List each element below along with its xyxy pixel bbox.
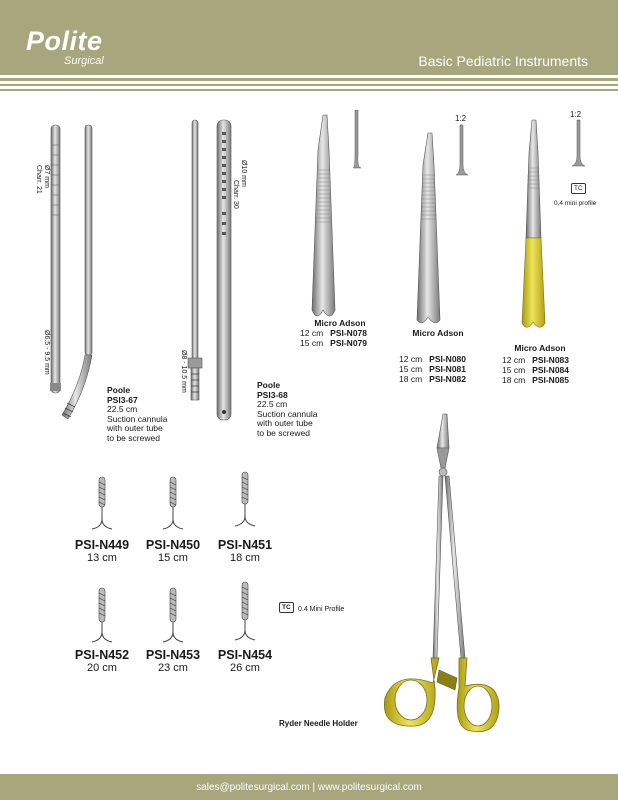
adson3-size-1: 12 cm	[502, 355, 526, 365]
poole1-length: 22.5 cm	[107, 404, 138, 415]
tip-code-5: PSI-N453	[145, 648, 201, 662]
table-row	[300, 338, 370, 348]
table-row	[502, 375, 572, 385]
tip-length-3: 18 cm	[230, 552, 260, 564]
poole2-dim-top: Ø10 mm	[240, 160, 247, 187]
adson3-table	[502, 355, 572, 385]
poole2-length: 22.5 cm	[257, 399, 288, 410]
poole2-code: PSI3-68	[257, 389, 288, 400]
tip-length-4: 20 cm	[87, 662, 117, 674]
poole1-desc-2: with outer tube	[107, 423, 163, 434]
tip-image-3	[230, 470, 260, 530]
poole2-desc-1: Suction cannula	[257, 408, 318, 419]
tip-length-1: 13 cm	[87, 552, 117, 564]
page-title: Basic Pediatric Instruments	[418, 53, 588, 69]
adson3-code-3: PSI-N085	[532, 375, 570, 385]
poole1-dim-top: Ø7 mm	[43, 165, 50, 188]
table-row	[300, 328, 370, 338]
micro-adson-3-image	[515, 108, 595, 338]
tip-code-4: PSI-N452	[74, 648, 130, 662]
adson3-tc-badge: TC	[571, 183, 586, 194]
brand-logo: Polite	[26, 26, 103, 56]
poole1-dim-bottom: Ø6.5 - 9.5 mm	[43, 330, 50, 375]
table-row	[502, 355, 572, 365]
adson2-size-2: 15 cm	[399, 364, 423, 374]
header-stripe-2	[0, 84, 618, 86]
poole-cannula-2-image	[180, 112, 240, 432]
adson1-table	[300, 328, 370, 348]
adson1-size-2: 15 cm	[300, 338, 324, 348]
tip-code-3: PSI-N451	[217, 538, 273, 552]
table-row	[399, 364, 469, 374]
poole2-dim-bottom: Ø8 - 10.5 mm	[180, 350, 187, 393]
adson3-size-3: 18 cm	[502, 375, 526, 385]
adson3-code-2: PSI-N084	[532, 365, 570, 375]
tip-length-6: 26 cm	[230, 662, 260, 674]
header-stripe-3	[0, 89, 618, 91]
poole1-desc-3: to be screwed	[107, 432, 160, 443]
tip-length-5: 23 cm	[158, 662, 188, 674]
tip-code-1: PSI-N449	[74, 538, 130, 552]
tc-note-badge: TC	[279, 602, 294, 613]
adson3-scale: 1:2	[570, 110, 582, 119]
adson2-code-3: PSI-N082	[429, 374, 467, 384]
poole2-charr: Charr. 30	[232, 180, 239, 209]
adson1-title: Micro Adson	[314, 318, 366, 328]
adson1-code-1: PSI-N078	[330, 328, 368, 338]
tip-image-2	[158, 475, 188, 535]
brand-logo-sub: Surgical	[64, 55, 104, 67]
tip-image-5	[158, 586, 188, 646]
poole1-info	[107, 386, 168, 444]
adson2-code-2: PSI-N081	[429, 364, 467, 374]
micro-adson-2-image	[410, 105, 480, 325]
poole1-code: PSI3-67	[107, 394, 138, 405]
poole2-name: Poole	[257, 380, 281, 390]
micro-adson-1-image	[305, 110, 375, 325]
adson2-code-1: PSI-N080	[429, 354, 467, 364]
adson3-code-1: PSI-N083	[532, 355, 570, 365]
adson3-profile: 0,4 mini profile	[554, 200, 597, 207]
header-stripe-1	[0, 78, 618, 81]
tip-image-1	[87, 475, 117, 535]
tc-note-text: 0.4 Mini Profile	[298, 606, 345, 613]
adson2-size-1: 12 cm	[399, 354, 423, 364]
adson3-title: Micro Adson	[514, 343, 566, 353]
poole1-desc-1: Suction cannula	[107, 413, 168, 424]
table-row	[399, 374, 469, 384]
footer-contact: sales@politesurgical.com | www.politesurgical.com	[196, 782, 422, 793]
poole2-desc-2: with outer tube	[257, 418, 313, 429]
tip-image-6	[230, 580, 260, 642]
adson3-size-2: 15 cm	[502, 365, 526, 375]
needle-holder-name: Ryder Needle Holder	[279, 719, 358, 728]
adson1-code-2: PSI-N079	[330, 338, 368, 348]
adson1-size-1: 12 cm	[300, 328, 324, 338]
table-row	[399, 354, 469, 364]
tip-image-4	[87, 586, 117, 646]
tip-code-6: PSI-N454	[217, 648, 273, 662]
tip-length-2: 15 cm	[158, 552, 188, 564]
adson2-size-3: 18 cm	[399, 374, 423, 384]
adson2-table	[399, 354, 469, 384]
poole1-charr: Charr. 21	[35, 165, 42, 194]
adson2-scale: 1:2	[455, 114, 467, 123]
poole2-desc-3: to be screwed	[257, 427, 310, 438]
ryder-needle-holder-image	[375, 408, 505, 748]
tip-code-2: PSI-N450	[145, 538, 201, 552]
table-row	[502, 365, 572, 375]
poole1-name: Poole	[107, 385, 131, 395]
poole2-info	[257, 381, 318, 439]
adson2-title: Micro Adson	[412, 328, 464, 338]
